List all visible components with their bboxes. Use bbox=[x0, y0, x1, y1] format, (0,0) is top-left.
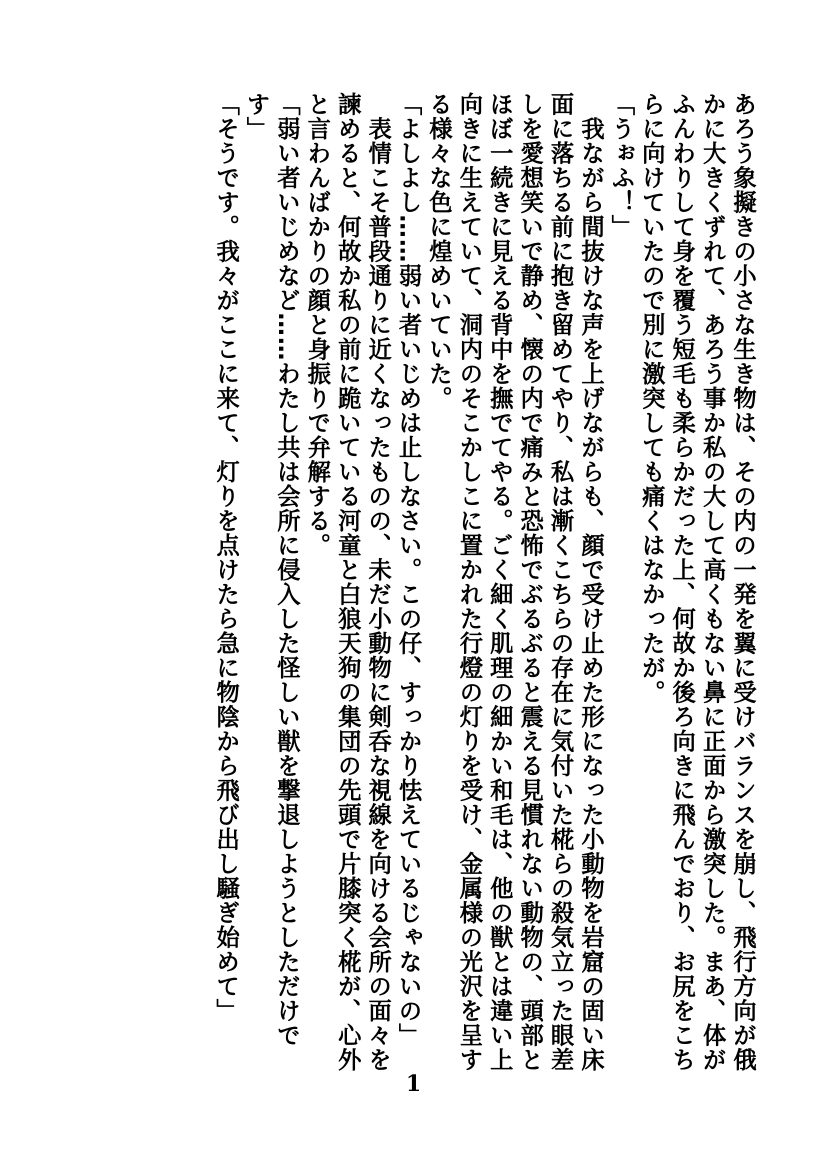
paragraph: あろう象擬きの小さな生き物は、その内の一発を翼に受けバランスを崩し、飛行方向が俄かに大きくずれて、あろう事か私の大して高くもない鼻に正面から激突した。まあ、体がふんわりして身を覆う短毛も柔らかだった上、何故か後ろ向きに飛んでおり、お尻をこちらに向けていたので別に激突しても痛くはなかったが。 bbox=[637, 92, 756, 1072]
paragraph: 表情こそ普段通りに近くなったものの、未だ小動物に剣呑な視線を向ける会所の面々を諫めると、何故か私の前に跪いている河童と白狼天狗の集団の先頭で片膝突く椛が、心外と言わんばかりの顔と身振りで弁解する。 bbox=[303, 92, 392, 1072]
paragraph: 「よしよし……弱い者いじめは止しなさい。この仔、すっかり怯えているじゃないの」 bbox=[394, 92, 422, 1048]
paragraph: 「弱い者いじめなど……わたし共は会所に侵入した怪しい獣を撃退しようとしただけです」 bbox=[242, 92, 300, 1048]
paragraph: 「うぉふ！」 bbox=[607, 92, 635, 239]
paragraph: 我ながら間抜けな声を上げながらも、顔で受け止めた形になった小動物を岩窟の固い床面に落ちる前に抱き留めてやり、私は漸くこちらの存在に気付いた椛らの殺気立った眼差しを愛想笑いで静め、懐の内で痛みと恐怖でぶるぶると震える見慣れない動物の、頭部とほぼ一続きに見える背中を撫でてやる。ごく細く肌理の細かい和毛は、他の獣とは違い上向きに生えていて、洞内のそこかしこに置かれた行燈の灯りを受け、金属様の光沢を呈する様々な色に煌めいていた。 bbox=[424, 92, 604, 1072]
paragraph: 「そうです。我々がここに来て、灯りを点けたら急に物陰から飛び出し騒ぎ始めて」 bbox=[212, 92, 240, 1023]
page-number: 1 bbox=[405, 1071, 422, 1097]
vertical-text-body bbox=[57, 92, 757, 1072]
